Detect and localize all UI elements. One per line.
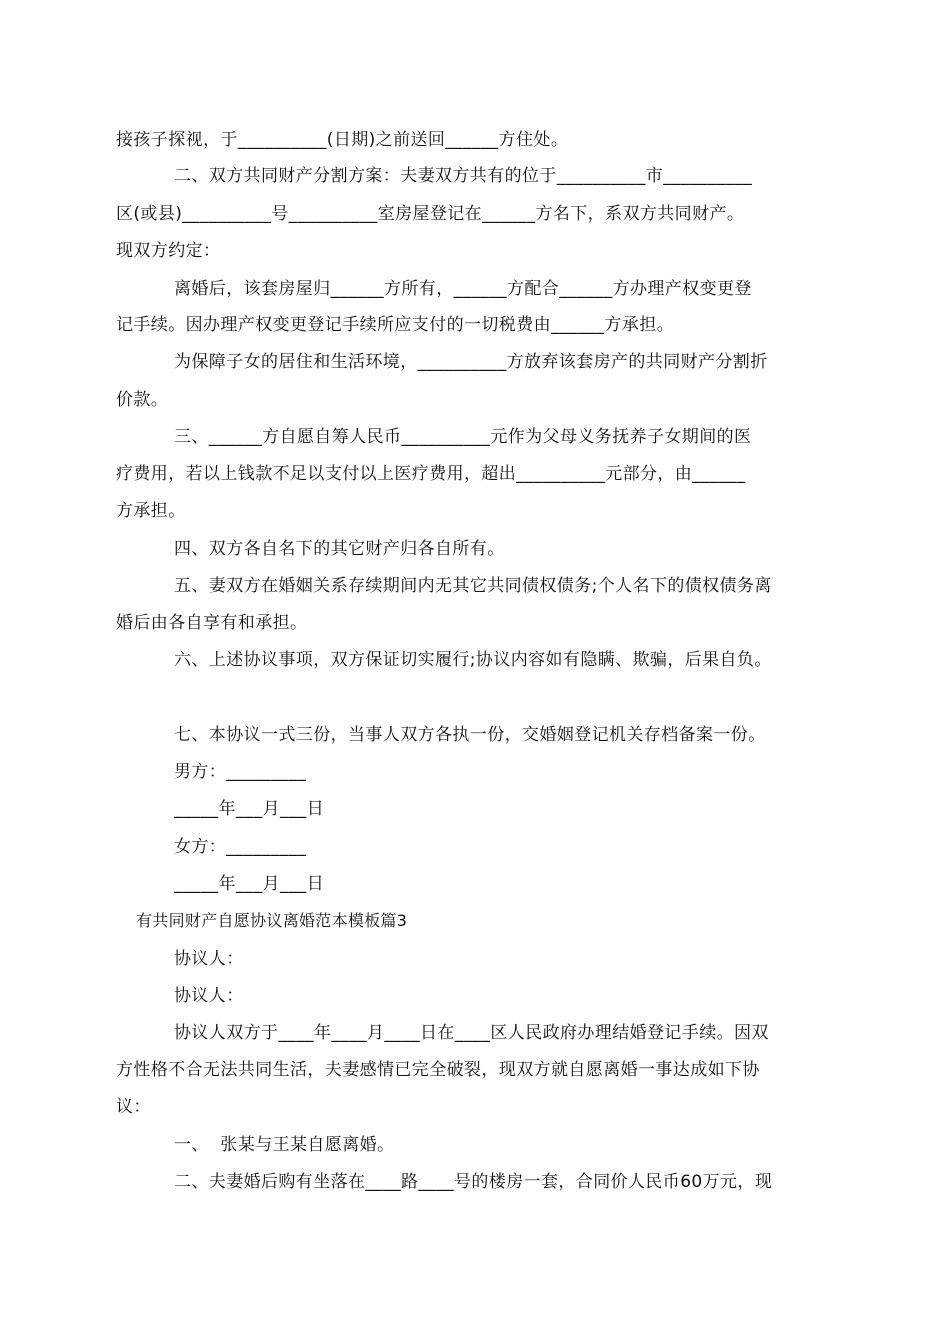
text-line: 记手续。因办理产权变更登记手续所应支付的一切税费由______方承担。	[116, 315, 674, 335]
party-line: 协议人：	[174, 949, 244, 969]
text-line: 方承担。	[116, 501, 186, 521]
text-line: 为保障子女的居住和生活环境，__________方放弃该套房产的共同财产分割折	[174, 352, 768, 372]
text-line: 议：	[116, 1097, 151, 1117]
party-line: 协议人：	[174, 986, 244, 1006]
text-line: 协议人双方于____年____月____日在____区人民政府办理结婚登记手续。因双	[174, 1023, 769, 1043]
text-line: 婚后由各自享有和承担。	[116, 613, 308, 633]
text-line: 疗费用，若以上钱款不足以支付以上医疗费用，超出__________元部分，由______	[116, 464, 746, 484]
text-line: 五、妻双方在婚姻关系存续期间内无其它共同债权债务;个人名下的债权债务离	[174, 576, 772, 596]
signature-line-male: 男方：_________	[174, 762, 307, 782]
text-line: 二、夫妻婚后购有坐落在____路____号的楼房一套，合同价人民币60万元，现	[174, 1172, 773, 1192]
text-line: 方性格不合无法共同生活，夫妻感情已完全破裂，现双方就自愿离婚一事达成如下协	[116, 1060, 760, 1080]
text-line: 现双方约定：	[116, 241, 221, 261]
text-line: 离婚后，该套房屋归______方所有，______方配合______方办理产权变更登	[174, 279, 752, 299]
text-line: 三、______方自愿自筹人民币__________元作为父母义务抚养子女期间的医	[174, 427, 752, 447]
text-line: 一、 张某与王某自愿离婚。	[174, 1135, 395, 1155]
signature-line-female: 女方：_________	[174, 837, 307, 857]
text-line: 四、双方各自名下的其它财产归各自所有。	[174, 539, 505, 559]
text-line: 区(或县)__________号__________室房屋登记在______方名下，系双方共同财产。	[116, 204, 745, 224]
date-line: _____年___月___日	[174, 799, 325, 819]
section-heading: 有共同财产自愿协议离婚范本模板篇3	[136, 911, 408, 930]
text-line: 二、双方共同财产分割方案：夫妻双方共有的位于__________市__________	[174, 166, 753, 186]
text-line: 七、本协议一式三份，当事人双方各执一份，交婚姻登记机关存档备案一份。	[174, 725, 766, 745]
text-line: 接孩子探视，于__________(日期)之前送回______方住处。	[116, 130, 569, 150]
date-line: _____年___月___日	[174, 874, 325, 894]
text-line: 六、上述协议事项，双方保证切实履行;协议内容如有隐瞒、欺骗，后果自负。	[174, 650, 772, 670]
text-line: 价款。	[116, 390, 169, 410]
